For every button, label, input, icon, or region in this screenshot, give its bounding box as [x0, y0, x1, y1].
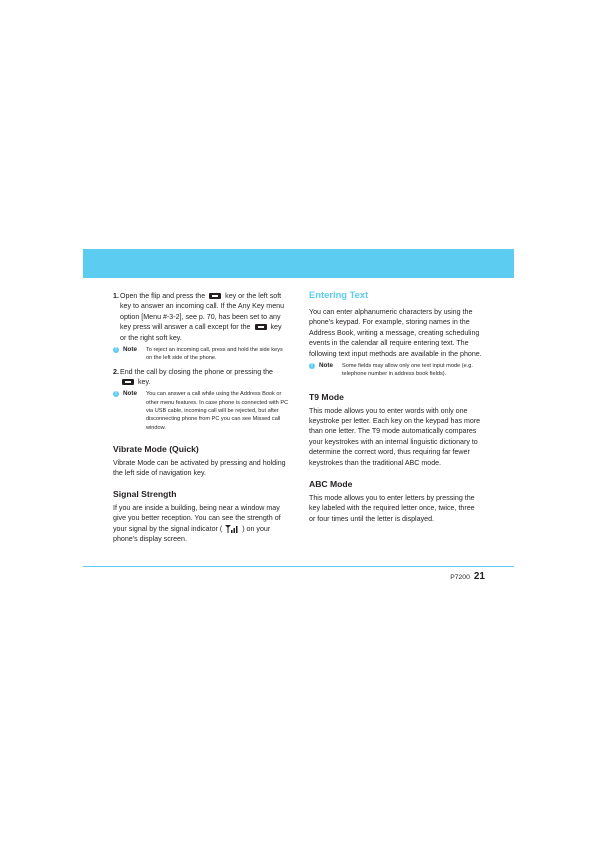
- send-key-icon: [209, 293, 221, 299]
- step-2: [113, 367, 289, 388]
- step-number: 1.: [113, 292, 119, 300]
- note-2: [113, 390, 289, 431]
- note-label: Note: [123, 346, 137, 354]
- signal-strength-icon: [225, 525, 239, 533]
- end-key-icon: [255, 324, 267, 330]
- step-text-part: key.: [137, 378, 151, 387]
- note-text: Some fields may allow only one text input mode (e.g. telephone number in address book fields).: [342, 363, 473, 378]
- section-body: [113, 503, 289, 545]
- step-text-part: End the call by closing the phone or pressing the: [120, 367, 274, 376]
- body-text-part: If you are inside a building, being near a window may give you better reception. You can see the strength of your signal by the signal indicator (: [113, 503, 281, 533]
- step-text-part: key or the left soft key to answer an incoming call. If the Any Key menu option [Menu #-3-2], see p. 70, has been set to any key press will answer a call except for the: [120, 292, 285, 332]
- step-number: 2.: [113, 367, 119, 376]
- note-icon: !: [113, 347, 119, 353]
- header-band: [83, 249, 514, 278]
- step-text-part: Open the flip and press the: [120, 292, 206, 300]
- model-name: P7200: [450, 574, 470, 581]
- note-label: Note: [123, 390, 137, 398]
- section-body: You can enter alphanumeric characters by using the phone's keypad. For example, storing names in the Address Book, writing a message, creating scheduling events in the calendar all require entering text. The following text input methods are available in the phone.: [309, 308, 482, 358]
- body-text-part: ) on your phone's display screen.: [113, 524, 271, 543]
- section-heading: ABC Mode: [309, 479, 353, 490]
- step-text-part: key or the right soft key.: [120, 323, 282, 342]
- end-key-icon: [122, 379, 134, 385]
- section-body: This mode allows you to enter letters by pressing the key labeled with the required letter once, twice, three or four times until the letter is displayed.: [309, 494, 475, 523]
- note-label: Note: [319, 362, 333, 370]
- note-1: [113, 346, 289, 363]
- page-number: 21: [473, 571, 485, 582]
- step-text: [120, 291, 289, 343]
- note-icon: !: [113, 391, 119, 397]
- note-icon: !: [309, 363, 315, 369]
- note-text: To reject an incoming call, press and hold the side keys on the left side of the phone.: [146, 347, 283, 362]
- section-heading: T9 Mode: [309, 391, 344, 402]
- section-heading: Vibrate Mode (Quick): [113, 443, 199, 454]
- page-footer: [440, 571, 485, 582]
- right-column: [309, 289, 482, 524]
- note-text: You can answer a call while using the Address Book or other menu features. In case phone is connected with PC via USB cable, incoming call will be rejected, but after disconnecting phone from PC you can see Missed call window.: [146, 391, 289, 431]
- step-text: [120, 367, 289, 388]
- section-body: Vibrate Mode can be activated by pressing and holding the left side of navigation key.: [113, 458, 286, 478]
- section-title: Entering Text: [309, 289, 369, 300]
- section-heading: Signal Strength: [113, 488, 177, 499]
- section-body: This mode allows you to enter words with only one keystroke per letter. Each key on the keypad has more than one letter. The T9 mode automatically compares your keystrokes with an internal linguistic dictionary to determine the correct word, thus requiring far fewer keystrokes than the traditional ABC mode.: [309, 406, 481, 467]
- step-1: [113, 291, 289, 343]
- note-3: [309, 362, 482, 379]
- footer-rule: [83, 566, 514, 567]
- left-column: [113, 291, 289, 544]
